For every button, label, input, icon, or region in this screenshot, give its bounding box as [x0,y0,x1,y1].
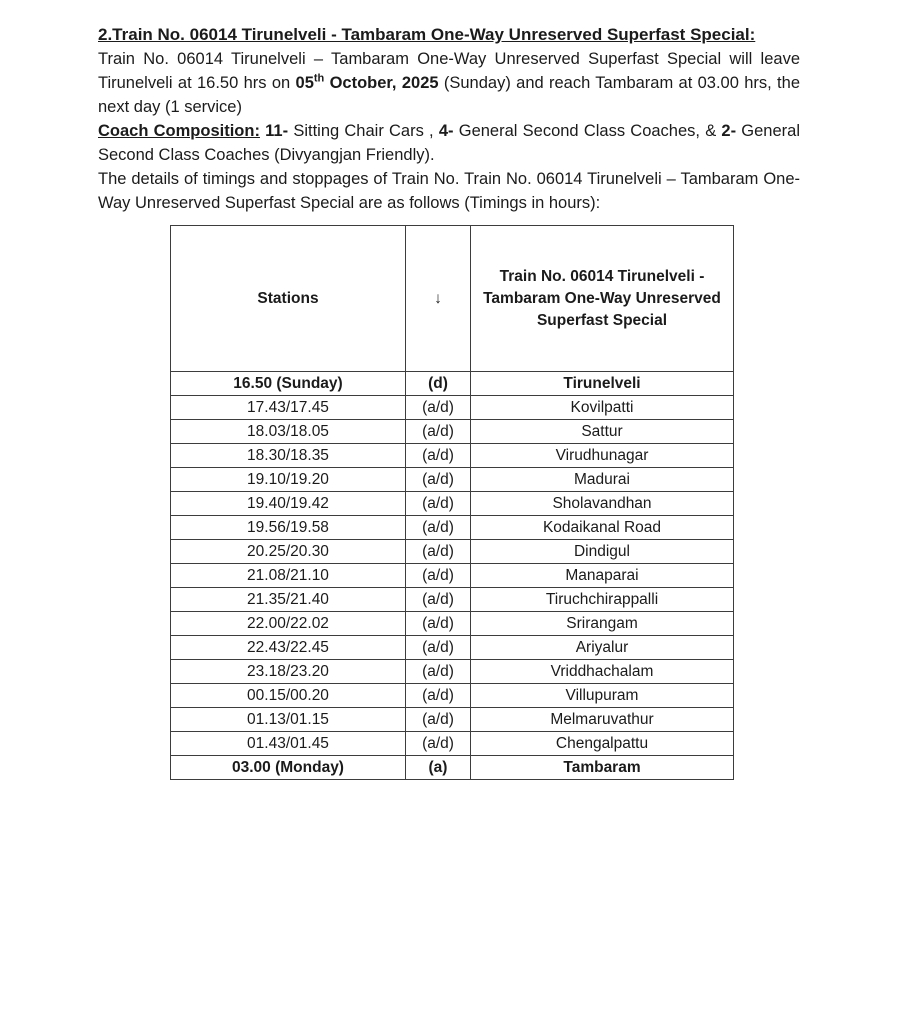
station-cell: Madurai [471,468,734,492]
table-row [171,516,734,540]
table-row [171,540,734,564]
intro-date-day: 05 [295,74,314,92]
time-cell: 19.40/19.42 [171,492,406,516]
time-cell: 20.25/20.30 [171,540,406,564]
table-row [171,564,734,588]
station-cell: Chengalpattu [471,732,734,756]
arrival-departure-cell: (a/d) [406,468,471,492]
time-cell: 21.35/21.40 [171,588,406,612]
arrival-departure-cell: (a/d) [406,588,471,612]
coach-composition-label: Coach Composition: [98,122,260,140]
table-row [171,756,734,780]
time-cell: 18.30/18.35 [171,444,406,468]
arrival-departure-cell: (a/d) [406,660,471,684]
station-cell: Vriddhachalam [471,660,734,684]
table-row [171,612,734,636]
arrival-departure-cell: (a/d) [406,684,471,708]
section-heading [98,22,800,47]
arrival-departure-cell: (a/d) [406,492,471,516]
time-cell: 01.13/01.15 [171,708,406,732]
station-cell: Sholavandhan [471,492,734,516]
table-row [171,492,734,516]
coach-text-3: General Second Class Coaches (Divyangjan Friendly). [98,122,800,164]
table-row [171,420,734,444]
arrival-departure-cell: (a) [406,756,471,780]
header-row [171,226,734,372]
station-cell: Dindigul [471,540,734,564]
station-cell: Villupuram [471,684,734,708]
time-cell: 22.00/22.02 [171,612,406,636]
timetable-header [171,226,734,372]
arrival-departure-cell: (a/d) [406,636,471,660]
time-cell: 17.43/17.45 [171,396,406,420]
intro-text-2: (Sunday) and reach Tambaram at 03.00 hrs, the next day (1 service) [98,74,800,116]
table-row [171,588,734,612]
arrival-departure-cell: (a/d) [406,444,471,468]
arrival-departure-cell: (a/d) [406,516,471,540]
time-cell: 19.56/19.58 [171,516,406,540]
station-cell: Virudhunagar [471,444,734,468]
station-cell: Tiruchchirappalli [471,588,734,612]
station-cell: Ariyalur [471,636,734,660]
time-cell: 22.43/22.45 [171,636,406,660]
time-cell: 16.50 (Sunday) [171,372,406,396]
arrival-departure-cell: (a/d) [406,564,471,588]
coach-text-2: General Second Class Coaches, & [453,122,722,140]
station-cell: Melmaruvathur [471,708,734,732]
table-row [171,732,734,756]
arrival-departure-cell: (a/d) [406,732,471,756]
arrival-departure-cell: (a/d) [406,612,471,636]
stations-column-header: Stations [171,226,406,372]
table-row [171,684,734,708]
table-row [171,660,734,684]
arrival-departure-cell: (a/d) [406,708,471,732]
arrival-departure-cell: (d) [406,372,471,396]
down-arrow-icon: ↓ [406,226,471,372]
time-cell: 18.03/18.05 [171,420,406,444]
time-cell: 03.00 (Monday) [171,756,406,780]
station-cell: Tambaram [471,756,734,780]
coach-count-3: 2- [721,122,737,140]
train-name-column-header: Train No. 06014 Tirunelveli - Tambaram One-Way Unreserved Superfast Special [471,226,734,372]
coach-composition-paragraph [98,119,800,167]
arrival-departure-cell: (a/d) [406,540,471,564]
station-cell: Manaparai [471,564,734,588]
arrival-departure-cell: (a/d) [406,420,471,444]
table-row [171,636,734,660]
table-row [171,708,734,732]
time-cell: 19.10/19.20 [171,468,406,492]
table-row [171,444,734,468]
timetable-body [171,372,734,780]
timetable [170,225,734,780]
intro-date-rest: October, 2025 [324,74,439,92]
coach-count-1: 11- [259,122,289,140]
intro-date-suffix: th [313,72,325,85]
station-cell: Srirangam [471,612,734,636]
table-row [171,396,734,420]
time-cell: 21.08/21.10 [171,564,406,588]
station-cell: Tirunelveli [471,372,734,396]
intro-text-1: Train No. 06014 Tirunelveli – Tambaram One-Way Unreserved Superfast Special will leave Tirunelveli at 16.50 hrs on [98,50,800,92]
table-row [171,372,734,396]
time-cell: 00.15/00.20 [171,684,406,708]
arrival-departure-cell: (a/d) [406,396,471,420]
time-cell: 23.18/23.20 [171,660,406,684]
station-cell: Sattur [471,420,734,444]
station-cell: Kodaikanal Road [471,516,734,540]
time-cell: 01.43/01.45 [171,732,406,756]
details-paragraph: The details of timings and stoppages of Train No. Train No. 06014 Tirunelveli – Tambaram One-Way Unreserved Superfast Special are as follows (Timings in hours): [98,170,800,212]
section-heading-text: 2.Train No. 06014 Tirunelveli - Tambaram One-Way Unreserved Superfast Special: [98,25,756,44]
table-row [171,468,734,492]
coach-text-1: Sitting Chair Cars , [288,122,439,140]
coach-count-2: 4- [438,122,454,140]
intro-paragraph [98,47,800,119]
station-cell: Kovilpatti [471,396,734,420]
